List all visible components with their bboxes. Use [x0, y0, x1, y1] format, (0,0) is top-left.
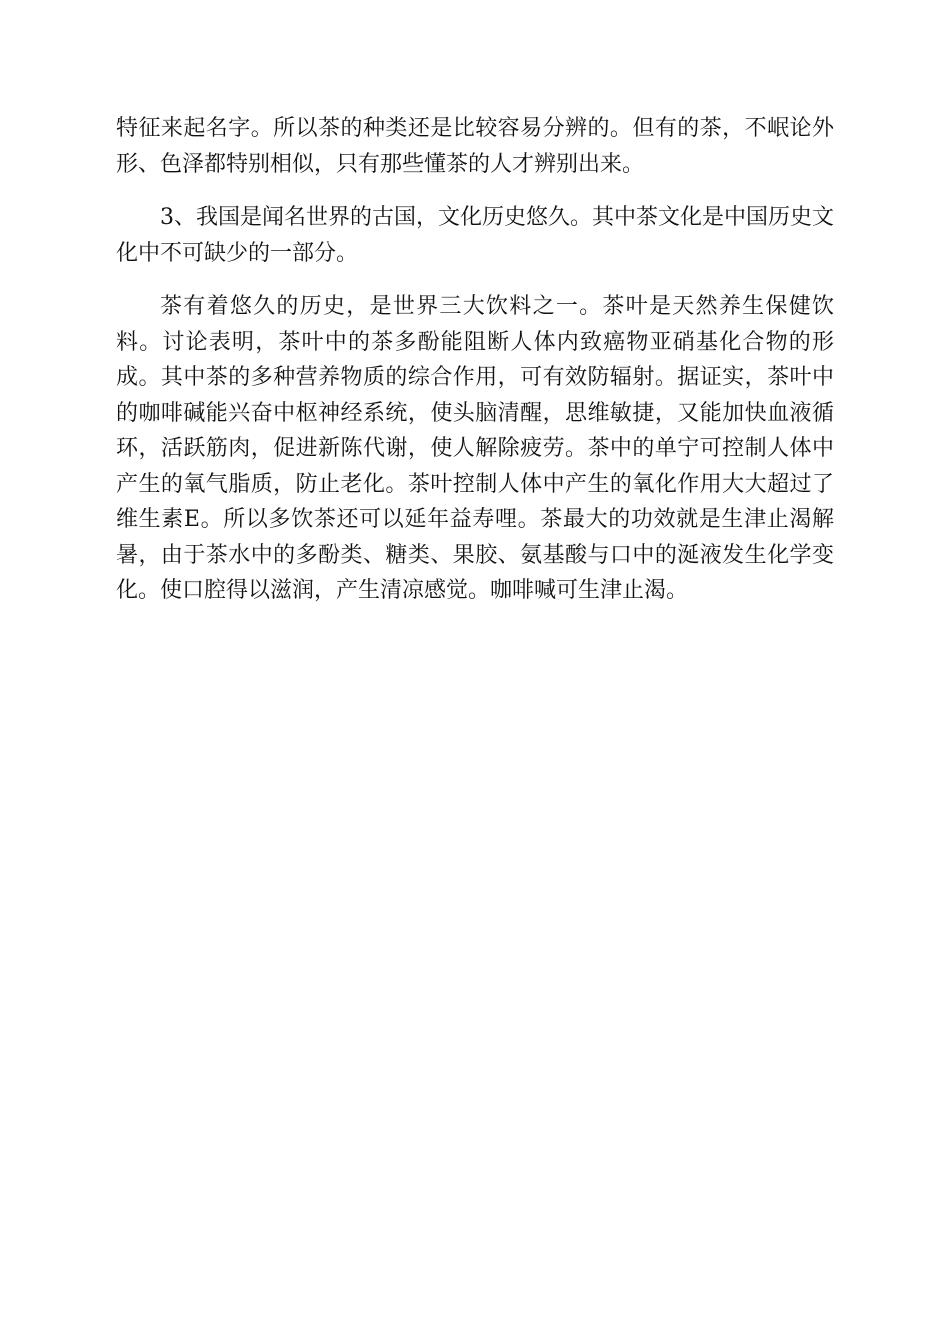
paragraph-continuation: 特征来起名字。所以茶的种类还是比较容易分辨的。但有的茶，不岷论外形、色泽都特别相似，只有那些懂茶的人才辨别出来。	[116, 116, 834, 177]
paragraph-point-3: 3、我国是闻名世界的古国，文化历史悠久。其中茶文化是中国历史文化中不可缺少的一部分。	[116, 205, 834, 266]
document-body	[116, 111, 834, 627]
paragraph-tea-benefits: 茶有着悠久的历史，是世界三大饮料之一。茶叶是天然养生保健饮料。讨论表明，茶叶中的茶多酚能阻断人体内致癌物亚硝基化合物的形成。其中茶的多种营养物质的综合作用，可有效防辐射。据证实，茶叶中的咖啡碱能兴奋中枢神经系统，使头脑清醒，思维敏捷，又能加快血液循环，活跃筋肉，促进新陈代谢，使人解除疲劳。茶中的单宁可控制人体中产生的氧气脂质，防止老化。茶叶控制人体中产生的氧化作用大大超过了维生素E。所以多饮茶还可以延年益寿哩。茶最大的功效就是生津止渴解暑，由于茶水中的多酚类、糖类、果胶、氨基酸与口中的涎液发生化学变化。使口腔得以滋润，产生清凉感觉。咖啡喊可生津止渴。	[116, 294, 834, 603]
